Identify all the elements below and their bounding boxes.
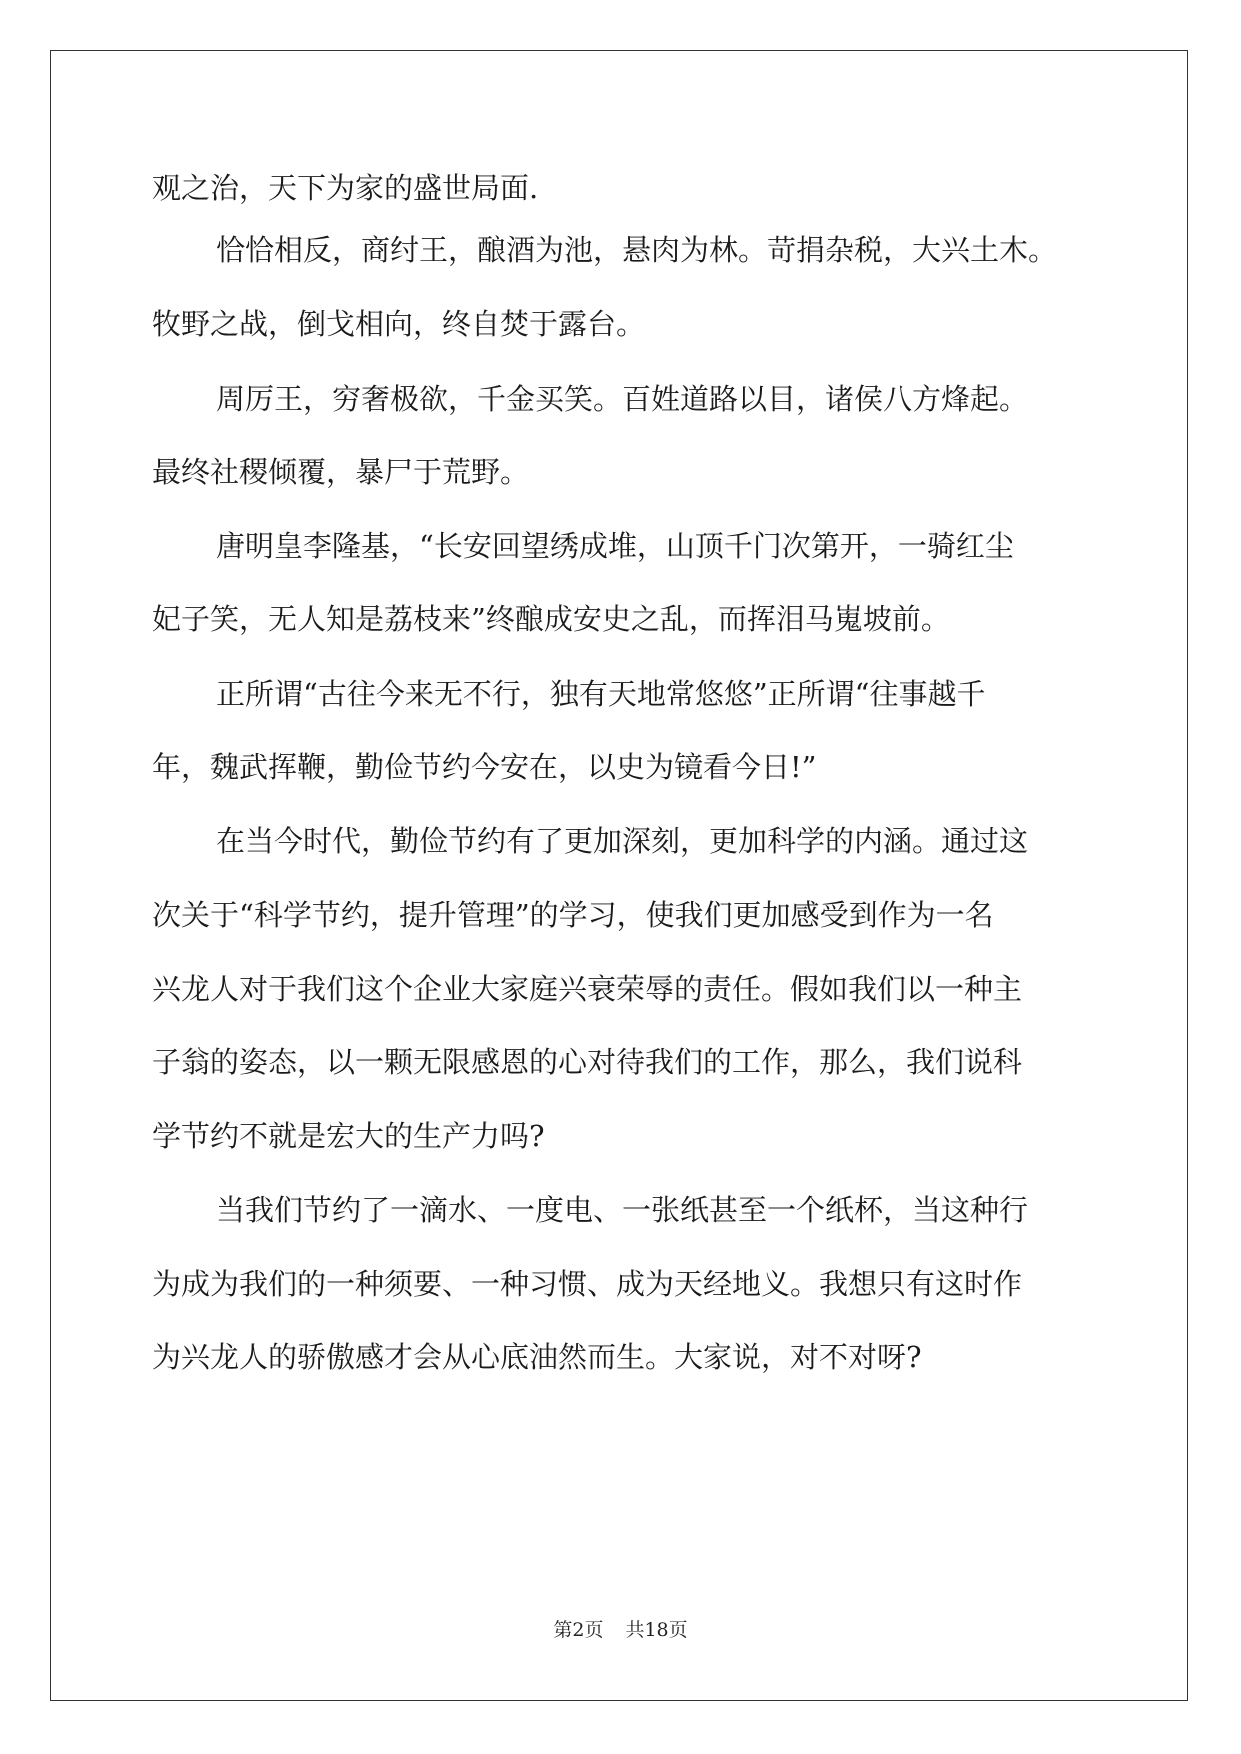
text-line: 最终社稷倾覆，暴尸于荒野。	[152, 455, 530, 489]
text-line: 观之治，天下为家的盛世局面.	[152, 171, 539, 205]
text-line: 兴龙人对于我们这个企业大家庭兴衰荣辱的责任。假如我们以一种主	[152, 972, 1023, 1006]
text-line: 学节约不就是宏大的生产力吗?	[152, 1119, 545, 1153]
page-total: 共18页	[625, 1619, 688, 1641]
paragraph-start-line: 周厉王，穷奢极欲，千金买笑。百姓道路以目，诸侯八方烽起。	[216, 382, 1029, 416]
page-number: 第2页	[553, 1619, 604, 1641]
paragraph-start-line: 唐明皇李隆基，“长安回望绣成堆，山顶千门次第开，一骑红尘	[216, 529, 1014, 563]
page-border	[50, 50, 1188, 1701]
text-line: 为成为我们的一种须要、一种习惯、成为天经地义。我想只有这时作	[152, 1267, 1023, 1301]
paragraph-start-line: 恰恰相反，商纣王，酿酒为池，悬肉为林。苛捐杂税，大兴土木。	[216, 233, 1058, 267]
paragraph-start-line: 当我们节约了一滴水、一度电、一张纸甚至一个纸杯，当这种行	[216, 1193, 1029, 1227]
paragraph-start-line: 在当今时代，勤俭节约有了更加深刻，更加科学的内涵。通过这	[216, 824, 1029, 858]
text-line: 子翁的姿态，以一颗无限感恩的心对待我们的工作，那么，我们说科	[152, 1045, 1023, 1079]
text-line: 妃子笑，无人知是荔枝来”终酿成安史之乱，而挥泪马嵬坡前。	[152, 602, 950, 636]
paragraph-start-line: 正所谓“古往今来无不行，独有天地常悠悠”正所谓“往事越千	[216, 677, 986, 711]
text-line: 次关于“科学节约，提升管理”的学习，使我们更加感受到作为一名	[152, 898, 994, 932]
text-line: 年，魏武挥鞭，勤俭节约今安在，以史为镜看今日!”	[152, 750, 817, 784]
page-footer	[0, 1618, 1241, 1642]
text-line: 牧野之战，倒戈相向，终自焚于露台。	[152, 307, 646, 341]
text-line: 为兴龙人的骄傲感才会从心底油然而生。大家说，对不对呀?	[152, 1340, 922, 1374]
